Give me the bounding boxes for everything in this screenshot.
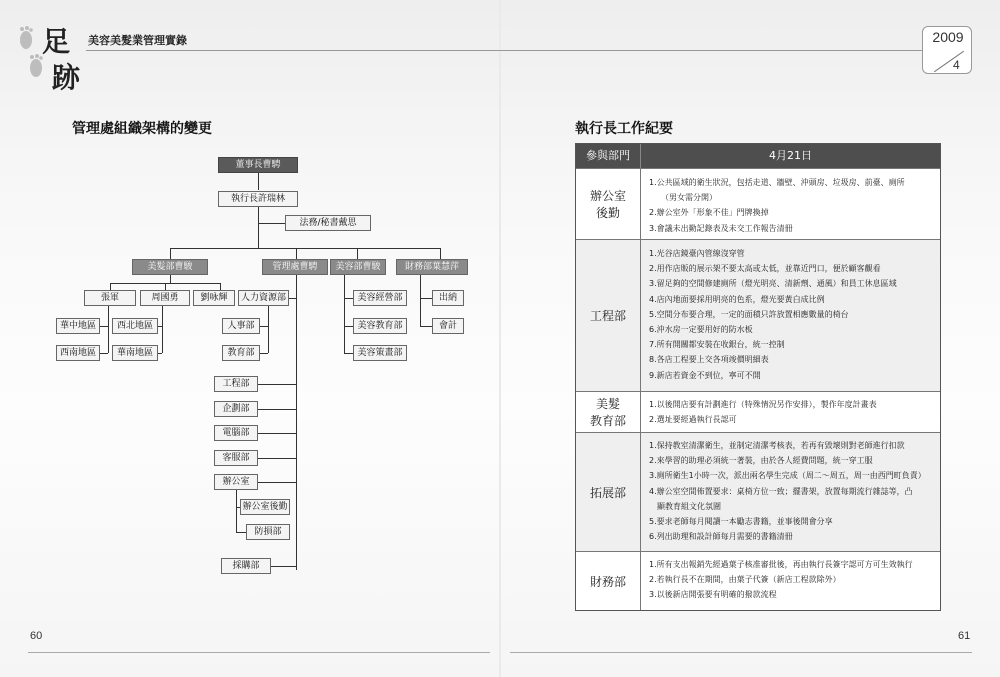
list-item: 顯教育組文化氛圍 [657,501,721,511]
org-node-legal: 法務/秘書戴思 [285,215,371,231]
org-connector [258,458,296,459]
items-cell [641,433,940,551]
org-connector [420,326,432,327]
dept-label: 財務部 [589,574,626,589]
org-connector [170,248,171,259]
list-item: 2.來學習的助理必須統一著裝，由於各人經費問題，統一穿工服 [649,456,873,466]
org-node-engineering: 工程部 [214,376,258,392]
org-connector [260,326,268,327]
dept-label: 後勤 [595,206,620,220]
org-node-north-china: 華中地區 [56,318,100,334]
org-connector [110,283,111,290]
list-item: 4.店內地面要採用明亮的色系，燈光要黃白成比例 [649,294,825,304]
table-row [576,168,940,239]
list-item: 2.若執行長不在期間，由葉子代簽（新店工程款除外） [649,575,841,585]
org-connector [258,433,296,434]
list-item: 3.留足夠的空間修建廁所（燈光明亮、清新劑、通風）和員工休息區域 [649,279,897,289]
footer-rule-left [28,652,490,653]
org-connector [100,326,108,327]
dept-cell [576,552,641,610]
org-connector [420,298,432,299]
org-node-it: 電腦部 [214,425,258,441]
org-node-planning: 企劃部 [214,401,258,417]
org-connector [344,298,353,299]
dept-label: 辦公室 [589,189,626,203]
org-connector [236,490,237,532]
org-node-personnel: 人事部 [222,318,260,334]
header-rule [86,50,922,51]
items-cell [641,392,940,432]
list-item: 2.用作店販的展示架不要太高或太低，並靠近門口，便於顧客觀看 [649,264,881,274]
logo-char-top: 足 [42,25,71,58]
org-node-zhou: 周國勇 [140,290,190,306]
org-node-cashier: 出納 [432,290,464,306]
org-node-office: 辦公室 [214,474,258,490]
dept-label: 美髮 [595,397,620,411]
list-item: 7.所有開關都安裝在收銀台，統一控制 [649,340,785,350]
dept-label: 工程部 [589,309,626,323]
org-connector [344,326,353,327]
dept-label: 教育部 [589,414,626,428]
book-spine [499,0,501,677]
dept-label: 拓展部 [589,485,626,500]
list-item: 1.公共區域的衛生狀況，包括走道、牆壁、沖頭房、垃圾房、前臺、廁所 [649,178,905,187]
org-connector [158,353,162,354]
org-node-south-china: 華南地區 [112,345,158,361]
dept-cell [576,240,641,391]
org-node-chairman: 董事長曹騁 [218,157,298,173]
table-row [576,391,940,432]
org-node-beauty-plan: 美容策畫部 [353,345,407,361]
org-connector [344,275,345,354]
org-connector [258,384,296,385]
org-connector [162,306,163,353]
list-item: 6.列出助理和設計師每月需要的書籍清冊 [649,532,793,542]
right-section-title: 執行長工作紀要 [575,121,673,137]
org-connector [220,283,221,290]
list-item: 3.以後新店開張要有明確的撥款流程 [649,590,777,600]
org-connector [258,482,296,483]
org-connector [357,248,358,259]
table-row [576,551,940,610]
issue-year: 2009 [932,29,964,45]
book-title: 美容美髮業管理實錄 [88,34,187,47]
work-summary-table [575,143,941,611]
footprint-logo [14,20,94,92]
org-node-zhang: 張軍 [84,290,136,306]
list-item: 4.辦公室空間佈置要求：桌椅方位一致；擺書架，放置每期流行雜誌等，凸 [649,486,913,496]
list-item: 8.各店工程要上交各項竣價明細表 [649,355,769,365]
org-node-southwest: 西南地區 [56,345,100,361]
org-connector [420,275,421,327]
items-cell [641,169,940,239]
table-row [576,239,940,391]
org-connector [258,172,259,190]
org-node-loss-prevention: 防損部 [246,524,290,540]
page-number-left: 60 [30,630,43,642]
footer-rule-right [510,652,972,653]
list-item: （男女需分開） [661,193,717,203]
org-connector [258,223,285,224]
org-connector [258,409,296,410]
list-item: 5.要求老師每月閱讀一本勵志書籍，並事後開會分享 [649,517,833,527]
org-node-ceo: 執行長許瑞林 [218,191,298,207]
org-node-service: 客服部 [214,450,258,466]
org-connector [271,566,296,567]
org-connector [296,275,297,570]
list-item: 3.廁所衛生1小時一次，派出兩名學生完成（周二～周五，周一由西門町負責） [649,471,926,481]
org-connector [296,248,297,259]
list-item: 2.辦公室外「形象不佳」門牌換掉 [649,208,769,218]
org-node-hair-head: 美髮部曹駿 [132,259,208,275]
list-item: 9.新店若資金不到位，寧可不開 [649,370,761,380]
org-node-beauty-ops: 美容經營部 [353,290,407,306]
org-node-accounting: 會計 [432,318,464,334]
org-connector [258,206,259,248]
org-node-purchasing: 採購部 [221,558,271,574]
list-item: 3.會議未出勤記錄表及未交工作報告清冊 [649,223,793,233]
header-date: 4月21日 [769,149,812,162]
list-item: 1.所有支出報銷先經過葉子核准審批後，再由執行長簽字認可方可生效執行 [649,560,913,569]
org-node-admin-head: 管理處曹騁 [262,259,328,275]
org-node-finance-head: 財務部葉慧萍 [396,259,468,275]
org-connector [158,326,162,327]
org-connector [440,248,441,259]
items-cell [641,240,940,391]
org-node-beauty-edu: 美容教育部 [353,318,407,334]
org-connector [108,306,109,353]
dept-cell [576,433,641,551]
logo-char-bottom: 跡 [52,61,81,94]
org-node-beauty-head: 美容部曹駿 [330,259,386,275]
items-cell [641,552,940,610]
dept-cell [576,169,641,239]
org-node-logistics: 辦公室後勤 [240,499,290,515]
org-connector [165,283,166,290]
org-connector [268,306,269,353]
org-connector [260,353,268,354]
table-row [576,432,940,551]
org-connector [236,532,246,533]
list-item: 2.選址要經過執行長認可 [649,415,737,425]
issue-badge [922,26,972,74]
org-connector [289,298,296,299]
header-dept: 參與部門 [576,144,641,168]
list-item: 6.沖水房一定要用好的防水板 [649,325,753,335]
list-item: 5.空間分布要合理，一定的面積只許放置相應數量的椅台 [649,309,849,319]
org-connector [100,353,108,354]
list-item: 1.以後開店要有計劃進行（特殊情況另作安排），製作年度計畫表 [649,400,877,409]
org-connector [170,248,441,249]
table-header [576,144,940,168]
org-node-northwest: 西北地區 [112,318,158,334]
org-connector [344,353,353,354]
list-item: 1.光谷店鏡臺內管線沒穿管 [649,249,745,258]
org-node-liu: 劉咏輝 [193,290,235,306]
org-node-hr: 人力資源部 [238,290,289,306]
dept-cell [576,392,641,432]
list-item: 1.保持教室清潔衛生，並制定清潔考核表，若再有毀壞則對老師進行扣款 [649,441,905,450]
left-section-title: 管理處組織架構的變更 [72,121,212,137]
issue-month: 4 [953,58,960,72]
org-node-training: 教育部 [222,345,260,361]
page-number-right: 61 [958,630,971,642]
org-connector [170,275,171,283]
